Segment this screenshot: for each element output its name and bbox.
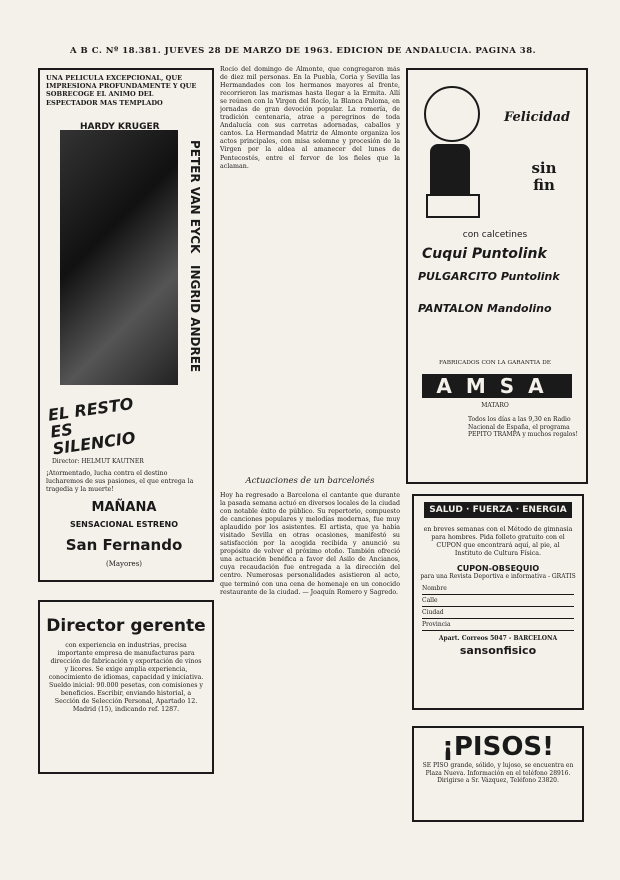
movie-cinema: San Fernando [65, 536, 183, 554]
health-ad [412, 494, 584, 710]
health-title: SALUD · FUERZA · ENERGIA [424, 502, 572, 518]
pisos-body: SE PISO grande, sólido, y lujoso, se encuentra en Plaza Nueva. Información en el teléfono 28916. Dirigirse a Sr. Vázquez, Teléfono 23820. [422, 762, 574, 785]
movie-announce: MAÑANA [91, 500, 157, 515]
job-title: Director gerente [46, 616, 206, 636]
article-top: Rocío del domingo de Almonte, que congregaron más de diez mil personas. En la Puebla, Coria y Sevilla las Hermandades con los hermanos mayores al frente, recorrieron las marismas hasta llegar a la Ermita. Allí se reúnen con la Virgen del Rocío, la Blanca Paloma, en jornadas de gran devoción popular. La romería, de tradición centenaria, atrae a peregrinos de toda Andalucía con sus carretas adornadas, caballos y cantos. La Hermandad Matriz de Almonte organiza los actos principales, con misa solemne y procesión de la Virgen por la aldea al amanecer del lunes de Pentecostés, entre el fervor de los fieles que la aclaman. [220, 66, 400, 170]
movie-poster [60, 130, 178, 385]
pisos-ad [412, 726, 584, 822]
felicidad-text: Felicidad [504, 110, 571, 125]
brand-cuqui: Cuqui Puntolink [422, 246, 547, 262]
sin-fin-text: sin fin [531, 159, 557, 194]
movie-tagline: UNA PELICULA EXCEPCIONAL, QUE IMPRESIONA PROFUNDAMENTE Y QUE SOBRECOGE EL ANIMO DEL ESPECTADOR MAS TEMPLADO [46, 74, 197, 107]
job-body: con experiencia en industrias, precisa importante empresa de manufacturas para dirección de fabricación y exportación de vinos y licores. Se exige amplia experiencia, conocimiento de idiomas, capacidad y iniciativa. Sueldo inicial: 90.000 pesetas, con comisiones y beneficios. Escribir, enviando historial, a Sección de Selección Personal, Apartado 12. Madrid (15), indicando ref. 1287. [48, 642, 204, 714]
article-heading: Actuaciones de un barcelonés [245, 476, 375, 486]
movie-blurb: ¡Atormentado, lucha contra el destino lucharemos de sus pasiones, el que entrega la tragedia y la muerte! [46, 470, 194, 493]
job-ad [38, 600, 214, 774]
movie-cast-3: INGRID ANDREE [188, 265, 202, 373]
health-body: en breves semanas con el Método de gimnasia para hombres. Pida folleto gratuito con el CUPON que encontrará aquí, al pie, al Instituto de Cultura Física. [423, 526, 573, 558]
movie-cast-1: HARDY KRUGER [80, 122, 160, 132]
movie-ad [38, 68, 214, 582]
socks-ad [406, 68, 588, 484]
amsa-logo: AMSA [422, 374, 572, 398]
boy-illustration [418, 86, 488, 216]
health-offer: para una Revista Deportiva e informativa - GRATIS [420, 573, 576, 581]
amsa-city: MATARO [481, 402, 509, 409]
movie-title: EL RESTO ES SILENCIO [46, 393, 137, 459]
health-brand: sansonfisico [459, 644, 537, 658]
article [220, 66, 400, 846]
field-calle[interactable]: Calle [422, 597, 574, 607]
movie-rating: (Mayores) [105, 560, 143, 568]
page-header: A B C. Nº 18.381. JUEVES 28 DE MARZO DE 1963. EDICION DE ANDALUCIA. PAGINA 38. [70, 46, 537, 56]
field-ciudad[interactable]: Ciudad [422, 609, 574, 619]
radio-promo: Todos los días a las 9,30 en Radio Nacional de España, el programa PEPITO TRAMPA y muchos regalos! [468, 416, 578, 438]
movie-cast-2: PETER VAN EYCK [188, 140, 202, 254]
health-address: Apart. Correos 5047 - BARCELONA [438, 634, 558, 642]
brand-mandolino: PANTALON Mandolino [418, 302, 552, 315]
movie-director: Director: HELMUT KAUTNER [52, 458, 144, 465]
article-text: Hoy ha regresado a Barcelona el cantante que durante la pasada semana actuó en diversos locales de la ciudad con notable éxito de público. Su repertorio, compuesto de canciones populares y melodías modernas, fue muy aplaudido por los asistentes. El artista, que ya había visitado Sevilla en otras ocasiones, manifestó su satisfacción por la acogida recibida y anunció su propósito de volver el próximo otoño. También ofreció una actuación benéfica a favor del Asilo de Ancianos, cuya recaudación fue entregada a la dirección del centro. Numerosas personalidades asistieron al acto, que terminó con una cena de homenaje en un conocido restaurante de la ciudad. — Joaquín Romero y Sagredo. [220, 492, 400, 596]
field-nombre[interactable]: Nombre [422, 585, 574, 595]
movie-sub: SENSACIONAL ESTRENO [69, 520, 179, 529]
health-coupon: CUPON-OBSEQUIO [456, 564, 540, 574]
brand-pulgarcito: PULGARCITO Puntolink [418, 270, 560, 283]
pisos-title: ¡PISOS! [442, 732, 554, 762]
maker-text: FABRICADOS CON LA GARANTIA DE [439, 360, 551, 366]
field-provincia[interactable]: Provincia [422, 621, 574, 631]
socks-with: con calcetines [462, 230, 528, 240]
